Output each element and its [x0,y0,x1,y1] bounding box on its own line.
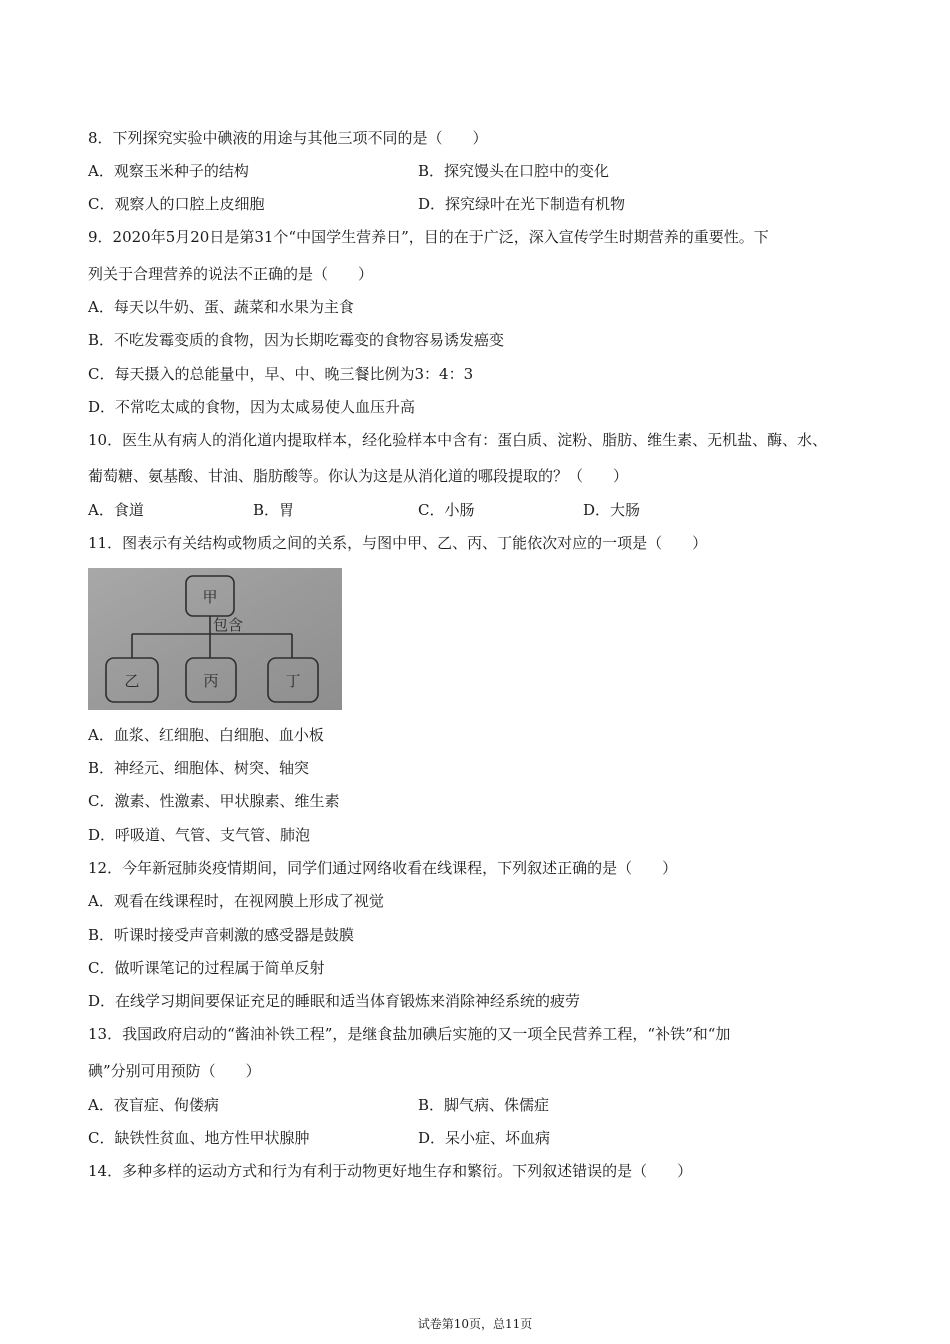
q10-option-d: D．大肠 [583,501,641,519]
q10-option-c: C．小肠 [418,501,475,519]
q9-option-a: A．每天以牛奶、蛋、蔬菜和水果为主食 [88,298,354,316]
q12-option-a: A．观看在线课程时，在视网膜上形成了视觉 [88,892,384,910]
q9-option-c: C．每天摄入的总能量中，早、中、晚三餐比例为3：4：3 [88,365,474,383]
q10-option-a: A．食道 [88,501,144,519]
q12-stem: 12．今年新冠肺炎疫情期间，同学们通过网络收看在线课程，下列叙述正确的是（ ） [88,859,678,877]
q13-option-b: B．脚气病、侏儒症 [418,1096,550,1114]
q13-stem-line1: 13．我国政府启动的“酱油补铁工程”，是继食盐加碘后实施的又一项全民营养工程，“补铁”和“加 [88,1025,731,1043]
q13-stem-line2: 碘”分别可用预防（ ） [88,1062,261,1080]
q10-stem-line2: 葡萄糖、氨基酸、甘油、脂肪酸等。你认为这是从消化道的哪段提取的？（ ） [88,467,629,485]
q11-option-b: B．神经元、细胞体、树突、轴突 [88,759,310,777]
q8-option-b: B．探究馒头在口腔中的变化 [418,162,610,180]
q12-option-c: C．做听课笔记的过程属于简单反射 [88,959,325,977]
q11-stem: 11．图表示有关结构或物质之间的关系，与图中甲、乙、丙、丁能依次对应的一项是（ ） [88,534,708,552]
diagram-label-top: 甲 [202,588,218,606]
diagram-label-right: 丁 [285,672,301,690]
q8-option-a: A．观察玉米种子的结构 [88,162,249,180]
q11-option-c: C．激素、性激素、甲状腺素、维生素 [88,792,340,810]
q9-option-d: D．不常吃太咸的食物，因为太咸易使人血压升高 [88,398,416,416]
q11-option-d: D．呼吸道、气管、支气管、肺泡 [88,826,311,844]
page-footer: 试卷第10页，总11页 [417,1317,533,1331]
q12-option-b: B．听课时接受声音刺激的感受器是鼓膜 [88,926,355,944]
q9-stem-line1: 9．2020年5月20日是第31个“中国学生营养日”，目的在于广泛，深入宣传学生时期营养的重要性。下 [88,228,769,246]
q12-option-d: D．在线学习期间要保证充足的睡眠和适当体育锻炼来消除神经系统的疲劳 [88,992,581,1010]
q11-diagram [88,568,342,710]
q13-option-c: C．缺铁性贫血、地方性甲状腺肿 [88,1129,310,1147]
q8-option-d: D．探究绿叶在光下制造有机物 [418,195,626,213]
diagram-label-middle: 丙 [203,672,219,690]
q11-option-a: A．血浆、红细胞、白细胞、血小板 [88,726,324,744]
q13-option-a: A．夜盲症、佝偻病 [88,1096,219,1114]
q8-option-c: C．观察人的口腔上皮细胞 [88,195,265,213]
diagram-label-left: 乙 [124,672,140,690]
q9-option-b: B．不吃发霉变质的食物，因为长期吃霉变的食物容易诱发癌变 [88,331,505,349]
q11-diagram-svg [88,568,342,710]
q9-stem-line2: 列关于合理营养的说法不正确的是（ ） [88,265,374,283]
q10-stem-line1: 10．医生从有病人的消化道内提取样本，经化验样本中含有：蛋白质、淀粉、脂肪、维生素、无机盐、酶、水、 [88,431,828,449]
q10-option-b: B．胃 [253,501,295,519]
diagram-label-relation: 包含 [212,616,244,634]
q8-stem: 8．下列探究实验中碘液的用途与其他三项不同的是（ ） [88,129,488,147]
q13-option-d: D．呆小症、坏血病 [418,1129,551,1147]
q14-stem: 14．多种多样的运动方式和行为有利于动物更好地生存和繁衍。下列叙述错误的是（ ） [88,1162,693,1180]
